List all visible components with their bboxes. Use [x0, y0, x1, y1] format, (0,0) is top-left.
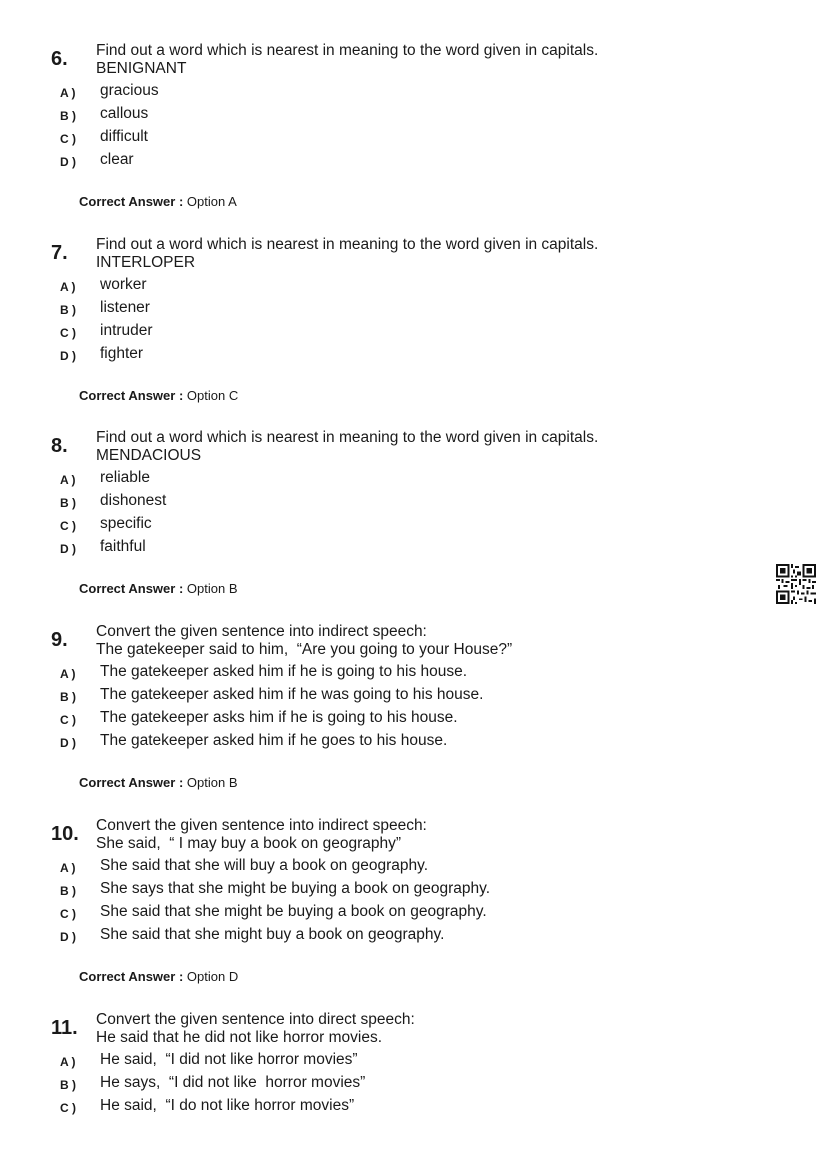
correct-answer [79, 775, 238, 790]
option-label: A ) [60, 667, 76, 681]
option-label: D ) [60, 930, 76, 944]
question-prompt: Convert the given sentence into direct speech: [96, 1011, 415, 1028]
option-text: callous [100, 105, 149, 122]
question-prompt: Find out a word which is nearest in meaning to the word given in capitals. [96, 236, 599, 253]
correct-answer [79, 969, 238, 984]
question-number: 9. [51, 629, 68, 651]
correct-answer-value: Option C [186, 388, 239, 403]
option-text: He said, “I did not like horror movies” [100, 1051, 358, 1068]
option-label: B ) [60, 690, 76, 704]
option-text: He said, “I do not like horror movies” [100, 1097, 355, 1114]
question-subject: MENDACIOUS [96, 447, 202, 464]
option-text: gracious [100, 82, 159, 99]
question-number: 7. [51, 242, 68, 264]
option-text: specific [100, 515, 152, 532]
question-subject: INTERLOPER [96, 254, 196, 271]
option-text: He says, “I did not like horror movies” [100, 1074, 366, 1091]
correct-answer-value: Option B [186, 581, 238, 596]
option-label: B ) [60, 1078, 76, 1092]
question-prompt: Find out a word which is nearest in meaning to the word given in capitals. [96, 429, 599, 446]
question-number: 10. [51, 823, 79, 845]
option-text: She says that she might be buying a book on geography. [100, 880, 491, 897]
correct-answer-value: Option B [186, 775, 238, 790]
option-text: worker [100, 276, 147, 293]
option-label: B ) [60, 496, 76, 510]
question-subject: BENIGNANT [96, 60, 187, 77]
option-label: C ) [60, 713, 76, 727]
option-label: A ) [60, 861, 76, 875]
question-number: 6. [51, 48, 68, 70]
correct-answer [79, 581, 238, 596]
option-label: C ) [60, 326, 76, 340]
question-prompt: Find out a word which is nearest in meaning to the word given in capitals. [96, 42, 599, 59]
question-number: 8. [51, 435, 68, 457]
correct-answer-value: Option A [186, 194, 237, 209]
option-label: A ) [60, 1055, 76, 1069]
qr-code-image [776, 564, 816, 604]
option-label: B ) [60, 109, 76, 123]
option-text: The gatekeeper asked him if he goes to his house. [100, 732, 448, 749]
correct-answer-label: Correct Answer : [79, 388, 184, 403]
option-label: C ) [60, 907, 76, 921]
option-label: C ) [60, 1101, 76, 1115]
question-prompt: Convert the given sentence into indirect speech: [96, 623, 427, 640]
option-label: A ) [60, 280, 76, 294]
option-text: listener [100, 299, 150, 316]
option-text: She said that she might be buying a book on geography. [100, 903, 487, 920]
option-text: intruder [100, 322, 153, 339]
correct-answer-label: Correct Answer : [79, 194, 184, 209]
correct-answer [79, 194, 237, 209]
option-label: C ) [60, 132, 76, 146]
option-text: reliable [100, 469, 150, 486]
correct-answer-label: Correct Answer : [79, 775, 184, 790]
option-text: difficult [100, 128, 148, 145]
option-text: fighter [100, 345, 144, 362]
option-label: C ) [60, 519, 76, 533]
question-subject: She said, “ I may buy a book on geography” [96, 835, 402, 852]
option-text: She said that she might buy a book on geography. [100, 926, 445, 943]
correct-answer-label: Correct Answer : [79, 969, 184, 984]
correct-answer-label: Correct Answer : [79, 581, 184, 596]
option-text: The gatekeeper asked him if he is going to his house. [100, 663, 468, 680]
option-label: D ) [60, 155, 76, 169]
question-subject: He said that he did not like horror movies. [96, 1029, 383, 1046]
question-number: 11. [51, 1017, 78, 1039]
option-label: D ) [60, 542, 76, 556]
question-subject: The gatekeeper said to him, “Are you going to your House?” [96, 641, 513, 658]
option-label: A ) [60, 473, 76, 487]
option-text: dishonest [100, 492, 167, 509]
option-text: clear [100, 151, 134, 168]
option-label: D ) [60, 349, 76, 363]
correct-answer-value: Option D [186, 969, 239, 984]
option-text: She said that she will buy a book on geography. [100, 857, 429, 874]
option-text: The gatekeeper asks him if he is going to his house. [100, 709, 458, 726]
option-text: faithful [100, 538, 146, 555]
question-prompt: Convert the given sentence into indirect speech: [96, 817, 427, 834]
option-label: D ) [60, 736, 76, 750]
option-text: The gatekeeper asked him if he was going to his house. [100, 686, 484, 703]
option-label: B ) [60, 884, 76, 898]
correct-answer [79, 388, 238, 403]
option-label: B ) [60, 303, 76, 317]
option-label: A ) [60, 86, 76, 100]
